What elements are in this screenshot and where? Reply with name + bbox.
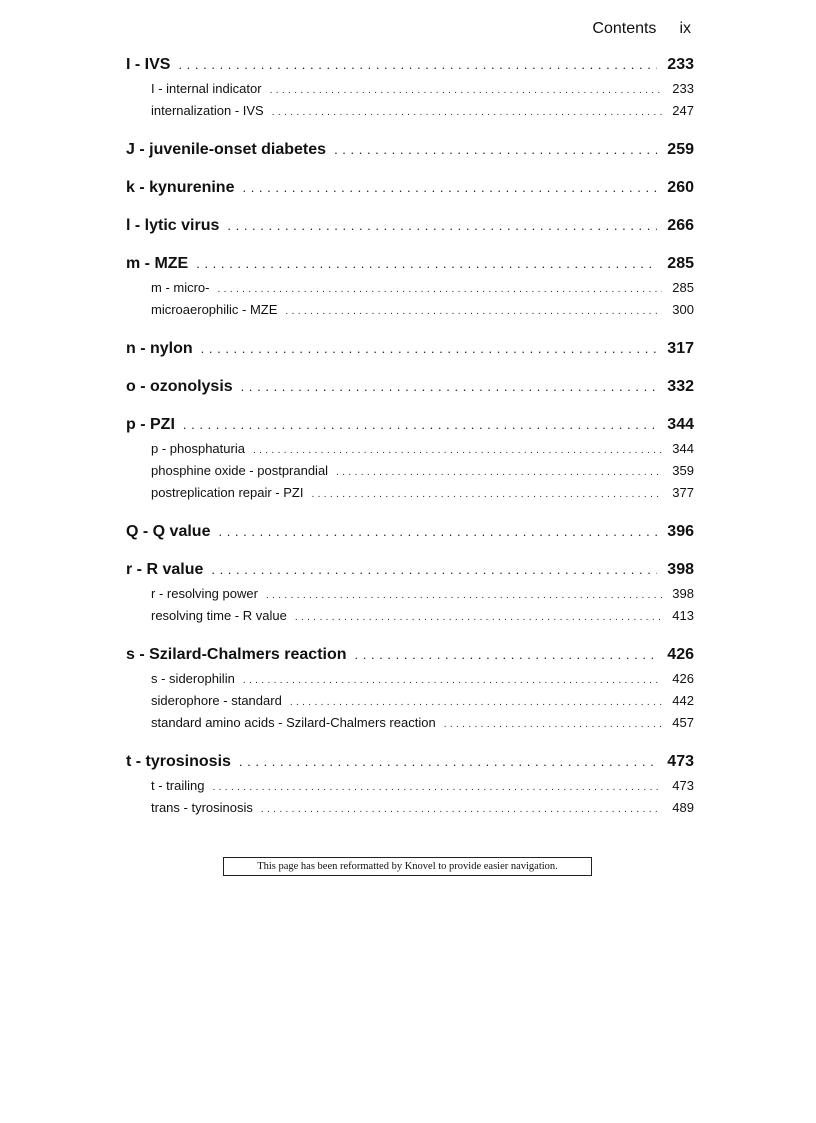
toc-subentry[interactable] [126, 441, 694, 463]
toc-section-entry[interactable] [126, 378, 694, 400]
toc-subentry-label: siderophore - standard [151, 693, 282, 708]
dot-leader [239, 754, 657, 769]
toc-section-entry-label: n - nylon [126, 340, 193, 357]
running-head-page-number: ix [679, 20, 691, 37]
toc-subentry-page-number: 473 [672, 778, 694, 793]
dot-leader [261, 804, 662, 815]
toc-section-entry[interactable] [126, 561, 694, 583]
toc-subentry-label: trans - tyrosinosis [151, 800, 253, 815]
toc-subentry-page-number: 426 [672, 671, 694, 686]
toc-section-entry-page-number: 426 [667, 646, 694, 663]
dot-leader [218, 284, 663, 295]
toc-subentry-page-number: 344 [672, 441, 694, 456]
reformat-notice: This page has been reformatted by Knovel to provide easier navigation. [223, 857, 592, 876]
toc-section-entry-page-number: 259 [667, 141, 694, 158]
toc-subentry-label: internalization - IVS [151, 103, 264, 118]
toc-section-entry[interactable] [126, 523, 694, 545]
toc-section-entry[interactable] [126, 56, 694, 78]
toc-section-entry-page-number: 398 [667, 561, 694, 578]
dot-leader [212, 782, 662, 793]
toc-section-entry-page-number: 266 [667, 217, 694, 234]
dot-leader [355, 647, 658, 662]
toc-section-entry-label: l - lytic virus [126, 217, 220, 234]
toc-subentry-label: microaerophilic - MZE [151, 302, 278, 317]
toc-section-entry-page-number: 233 [667, 56, 694, 73]
toc-subentry-page-number: 300 [672, 302, 694, 317]
toc-section-entry-page-number: 285 [667, 255, 694, 272]
toc-section-entry-label: I - IVS [126, 56, 171, 73]
dot-leader [183, 417, 657, 432]
toc-section-entry-label: r - R value [126, 561, 204, 578]
toc-section-entry[interactable] [126, 753, 694, 775]
dot-leader [196, 256, 657, 271]
toc-subentry[interactable] [126, 800, 694, 822]
toc-subentry[interactable] [126, 280, 694, 302]
toc-section-entry-label: k - kynurenine [126, 179, 235, 196]
dot-leader [218, 524, 657, 539]
toc-subentry-label: m - micro- [151, 280, 210, 295]
table-of-contents [126, 56, 694, 822]
toc-subentry-label: p - phosphaturia [151, 441, 245, 456]
dot-leader [201, 341, 658, 356]
dot-leader [290, 697, 662, 708]
toc-subentry-page-number: 489 [672, 800, 694, 815]
toc-subentry[interactable] [126, 485, 694, 507]
toc-subentry-page-number: 377 [672, 485, 694, 500]
toc-subentry-page-number: 247 [672, 103, 694, 118]
dot-leader [243, 675, 662, 686]
dot-leader [227, 218, 657, 233]
toc-section-entry-label: J - juvenile-onset diabetes [126, 141, 327, 158]
toc-subentry-page-number: 398 [672, 586, 694, 601]
toc-section-entry[interactable] [126, 179, 694, 201]
dot-leader [285, 306, 662, 317]
dot-leader [311, 489, 662, 500]
toc-subentry-page-number: 413 [672, 608, 694, 623]
dot-leader [211, 562, 657, 577]
toc-section-entry[interactable] [126, 255, 694, 277]
toc-subentry[interactable] [126, 103, 694, 125]
toc-subentry[interactable] [126, 586, 694, 608]
toc-section-entry-label: p - PZI [126, 416, 175, 433]
toc-section-entry-page-number: 473 [667, 753, 694, 770]
toc-section-entry-label: Q - Q value [126, 523, 211, 540]
toc-section-entry[interactable] [126, 141, 694, 163]
toc-subentry-label: resolving time - R value [151, 608, 287, 623]
dot-leader [270, 85, 663, 96]
toc-section-entry[interactable] [126, 217, 694, 239]
running-head-section: Contents [592, 20, 657, 37]
toc-section-entry-label: o - ozonolysis [126, 378, 233, 395]
toc-subentry[interactable] [126, 693, 694, 715]
toc-subentry[interactable] [126, 671, 694, 693]
toc-subentry-page-number: 359 [672, 463, 694, 478]
dot-leader [444, 719, 663, 730]
toc-section-entry-page-number: 332 [667, 378, 694, 395]
dot-leader [272, 107, 663, 118]
toc-subentry-label: s - siderophilin [151, 671, 235, 686]
toc-subentry-label: I - internal indicator [151, 81, 262, 96]
toc-subentry-page-number: 285 [672, 280, 694, 295]
dot-leader [266, 590, 662, 601]
toc-section-entry[interactable] [126, 340, 694, 362]
toc-subentry[interactable] [126, 302, 694, 324]
dot-leader [334, 142, 657, 157]
dot-leader [295, 612, 662, 623]
dot-leader [253, 445, 662, 456]
toc-subentry[interactable] [126, 463, 694, 485]
toc-subentry[interactable] [126, 81, 694, 103]
toc-section-entry-page-number: 344 [667, 416, 694, 433]
toc-subentry[interactable] [126, 715, 694, 737]
dot-leader [178, 57, 657, 72]
toc-subentry-label: phosphine oxide - postprandial [151, 463, 329, 478]
toc-section-entry-label: t - tyrosinosis [126, 753, 231, 770]
toc-section-entry-label: m - MZE [126, 255, 189, 272]
running-head [560, 19, 691, 39]
toc-subentry-page-number: 442 [672, 693, 694, 708]
toc-section-entry[interactable] [126, 646, 694, 668]
toc-subentry-label: r - resolving power [151, 586, 258, 601]
toc-section-entry-page-number: 317 [667, 340, 694, 357]
dot-leader [241, 379, 658, 394]
toc-section-entry-page-number: 260 [667, 179, 694, 196]
toc-subentry-page-number: 233 [672, 81, 694, 96]
toc-section-entry-page-number: 396 [667, 523, 694, 540]
dot-leader [336, 467, 662, 478]
toc-section-entry[interactable] [126, 416, 694, 438]
toc-section-entry-label: s - Szilard-Chalmers reaction [126, 646, 347, 663]
dot-leader [242, 180, 657, 195]
toc-subentry-page-number: 457 [672, 715, 694, 730]
toc-subentry-label: postreplication repair - PZI [151, 485, 304, 500]
toc-subentry-label: standard amino acids - Szilard-Chalmers reaction [151, 715, 436, 730]
toc-subentry[interactable] [126, 778, 694, 800]
toc-subentry[interactable] [126, 608, 694, 630]
toc-subentry-label: t - trailing [151, 778, 205, 793]
